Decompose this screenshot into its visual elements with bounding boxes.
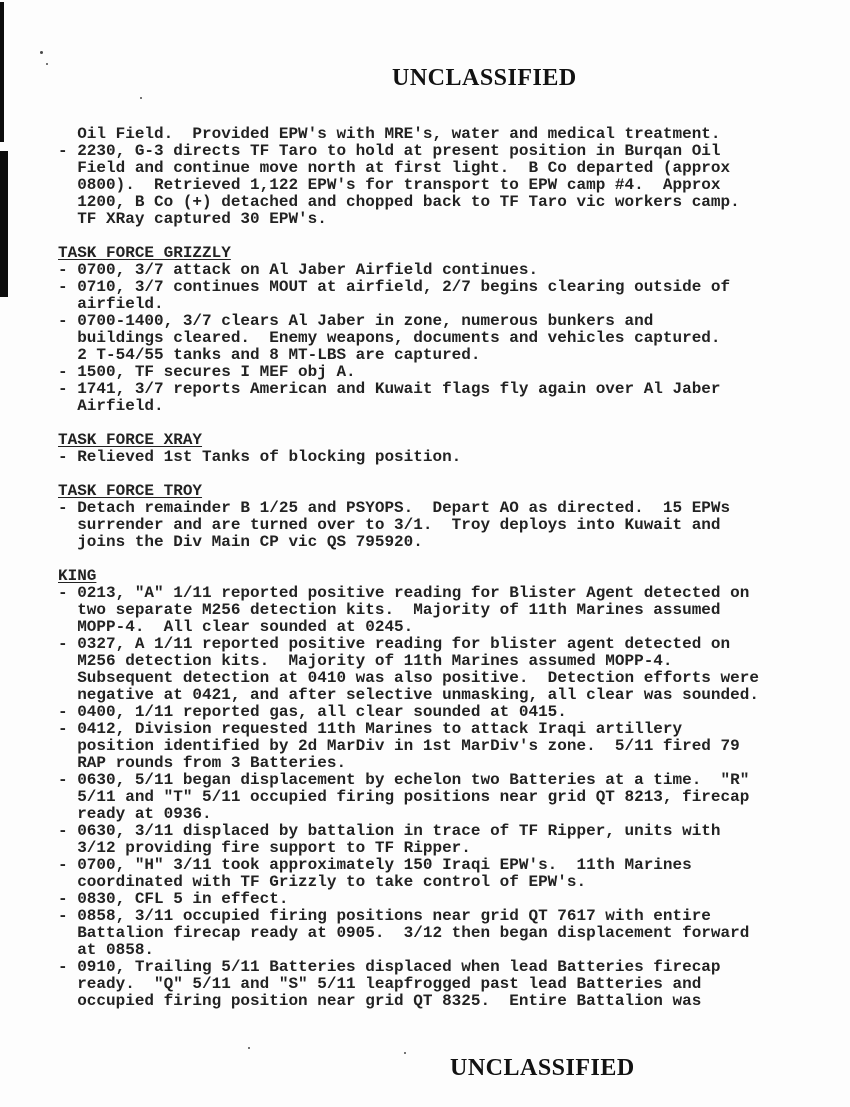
blank-line — [58, 551, 818, 568]
text-line: - 0830, CFL 5 in effect. — [58, 890, 289, 908]
text-line: - 0412, Division requested 11th Marines to attack Iraqi artillery — [58, 720, 683, 738]
text-line: TF XRay captured 30 EPW's. — [58, 210, 327, 228]
text-line: - Relieved 1st Tanks of blocking position. — [58, 448, 462, 466]
text-line: 0800). Retrieved 1,122 EPW's for transport to EPW camp #4. Approx — [58, 176, 721, 194]
text-line: - 0910, Trailing 5/11 Batteries displaced when lead Batteries firecap — [58, 958, 721, 976]
text-line: at 0858. — [58, 941, 155, 959]
text-line: buildings cleared. Enemy weapons, documents and vehicles captured. — [58, 329, 721, 347]
text-line: - Detach remainder B 1/25 and PSYOPS. Depart AO as directed. 15 EPWs — [58, 499, 731, 517]
text-line: - 2230, G-3 directs TF Taro to hold at present position in Burqan Oil — [58, 142, 721, 160]
text-line: airfield. — [58, 295, 164, 313]
text-line: - 0700-1400, 3/7 clears Al Jaber in zone, numerous bunkers and — [58, 312, 654, 330]
scan-speck — [404, 1052, 406, 1054]
text-line: two separate M256 detection kits. Majority of 11th Marines assumed — [58, 601, 721, 619]
text-line: joins the Div Main CP vic QS 795920. — [58, 533, 423, 551]
section-heading: TASK FORCE TROY — [58, 482, 203, 500]
text-line: - 0700, 3/7 attack on Al Jaber Airfield continues. — [58, 261, 539, 279]
text-line: M256 detection kits. Majority of 11th Marines assumed MOPP-4. — [58, 652, 673, 670]
text-line: - 1741, 3/7 reports American and Kuwait flags fly again over Al Jaber — [58, 380, 721, 398]
document-body — [58, 126, 818, 1010]
text-line: Battalion firecap ready at 0905. 3/12 then began displacement forward — [58, 924, 750, 942]
text-line: - 0630, 3/11 displaced by battalion in trace of TF Ripper, units with — [58, 822, 721, 840]
text-line: 2 T-54/55 tanks and 8 MT-LBS are captured. — [58, 346, 481, 364]
blank-line — [58, 466, 818, 483]
text-line: - 0710, 3/7 continues MOUT at airfield, 2/7 begins clearing outside of — [58, 278, 731, 296]
text-line: coordinated with TF Grizzly to take control of EPW's. — [58, 873, 587, 891]
section-heading: TASK FORCE XRAY — [58, 431, 203, 449]
text-line: - 0213, "A" 1/11 reported positive reading for Blister Agent detected on — [58, 584, 750, 602]
text-line: Airfield. — [58, 397, 164, 415]
blank-line — [58, 415, 818, 432]
text-line: occupied firing position near grid QT 8325. Entire Battalion was — [58, 992, 702, 1010]
text-line: 5/11 and "T" 5/11 occupied firing positions near grid QT 8213, firecap — [58, 788, 750, 806]
section-heading: TASK FORCE GRIZZLY — [58, 244, 231, 262]
text-line: - 0327, A 1/11 reported positive reading for blister agent detected on — [58, 635, 731, 653]
scan-artifact-bar-bottom — [0, 151, 8, 297]
text-line: - 0858, 3/11 occupied firing positions near grid QT 7617 with entire — [58, 907, 711, 925]
section-heading: KING — [58, 567, 97, 585]
text-line: - 1500, TF secures I MEF obj A. — [58, 363, 356, 381]
text-line: surrender and are turned over to 3/1. Troy deploys into Kuwait and — [58, 516, 721, 534]
text-line: ready. "Q" 5/11 and "S" 5/11 leapfrogged past lead Batteries and — [58, 975, 702, 993]
text-line: position identified by 2d MarDiv in 1st MarDiv's zone. 5/11 fired 79 — [58, 737, 740, 755]
scan-speck — [40, 51, 43, 54]
scan-speck — [46, 63, 48, 65]
scan-artifact-bar-top — [0, 2, 4, 142]
text-line: negative at 0421, and after selective unmasking, all clear was sounded. — [58, 686, 759, 704]
text-line: - 0700, "H" 3/11 took approximately 150 Iraqi EPW's. 11th Marines — [58, 856, 692, 874]
scan-speck — [140, 97, 142, 99]
blank-line — [58, 228, 818, 245]
text-line: MOPP-4. All clear sounded at 0245. — [58, 618, 414, 636]
text-line: Subsequent detection at 0410 was also positive. Detection efforts were — [58, 669, 759, 687]
text-line: Field and continue move north at first light. B Co departed (approx — [58, 159, 731, 177]
classification-banner-top: UNCLASSIFIED — [392, 65, 577, 91]
text-line: ready at 0936. — [58, 805, 212, 823]
text-line: 3/12 providing fire support to TF Ripper. — [58, 839, 471, 857]
text-line: - 0400, 1/11 reported gas, all clear sounded at 0415. — [58, 703, 567, 721]
text-line: Oil Field. Provided EPW's with MRE's, water and medical treatment. — [58, 125, 721, 143]
scan-speck — [248, 1047, 250, 1049]
classification-banner-bottom: UNCLASSIFIED — [450, 1055, 635, 1081]
text-line: - 0630, 5/11 began displacement by echelon two Batteries at a time. "R" — [58, 771, 750, 789]
text-line: RAP rounds from 3 Batteries. — [58, 754, 347, 772]
text-line: 1200, B Co (+) detached and chopped back to TF Taro vic workers camp. — [58, 193, 740, 211]
